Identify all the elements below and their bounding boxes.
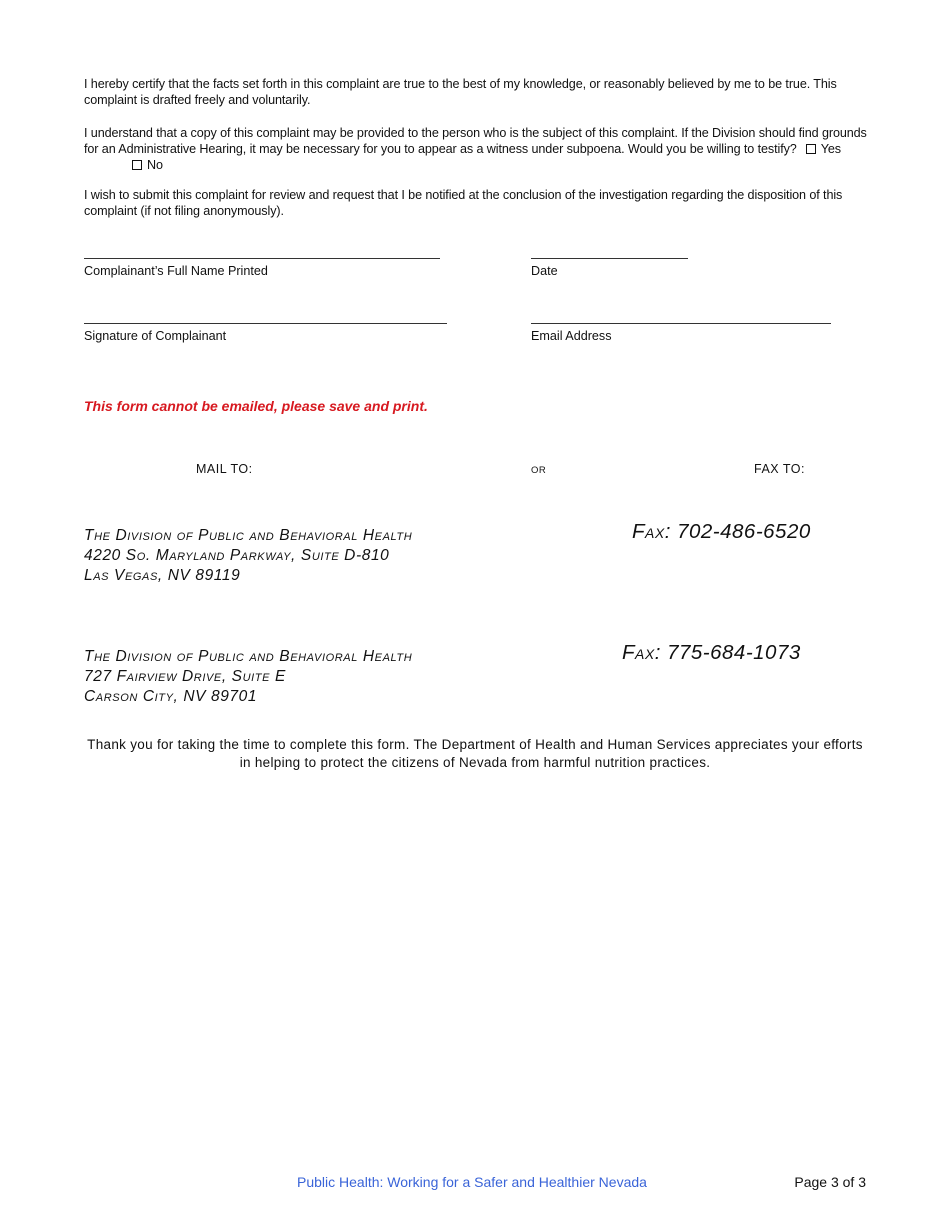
testify-paragraph bbox=[84, 125, 874, 173]
email-caption: Email Address bbox=[531, 329, 612, 343]
certify-paragraph: I hereby certify that the facts set forth in this complaint are true to the best of my knowledge, or reasonably believed by me to be true. This complaint is drafted freely and voluntarily. bbox=[84, 77, 837, 107]
address-street: 4220 So. Maryland Parkway, Suite D-810 bbox=[84, 547, 390, 564]
save-print-notice: This form cannot be emailed, please save and print. bbox=[84, 398, 428, 414]
address-org: The Division of Public and Behavioral Health bbox=[84, 527, 413, 544]
signature-input-line[interactable] bbox=[84, 323, 447, 324]
testify-text: I understand that a copy of this complaint may be provided to the person who is the subject of this complaint. If the Division should find grounds for an Administrative Hearing, it may be necessary for you to appear as a witness under subpoena. Would you be willing to testify? bbox=[84, 126, 867, 156]
signature-field bbox=[84, 323, 447, 344]
date-caption: Date bbox=[531, 264, 558, 278]
address-org: The Division of Public and Behavioral Health bbox=[84, 648, 413, 665]
carson-city-address bbox=[84, 647, 412, 707]
page-number: Page 3 of 3 bbox=[794, 1174, 866, 1190]
thank-you-message: Thank you for taking the time to complete this form. The Department of Health and Human Services appreciates your efforts in helping to protect the citizens of Nevada from harmful nutrition practices. bbox=[87, 737, 863, 770]
address-city: Carson City, NV 89701 bbox=[84, 688, 258, 705]
yes-checkbox[interactable] bbox=[806, 144, 816, 154]
carson-city-fax: Fax: 775-684-1073 bbox=[622, 641, 801, 664]
full-name-field bbox=[84, 258, 440, 279]
las-vegas-fax: Fax: 702-486-6520 bbox=[632, 520, 811, 543]
footer-tagline-link[interactable]: Public Health: Working for a Safer and Healthier Nevada bbox=[297, 1174, 647, 1190]
las-vegas-address bbox=[84, 526, 412, 586]
date-input-line[interactable] bbox=[531, 258, 688, 259]
full-name-caption: Complainant’s Full Name Printed bbox=[84, 264, 268, 278]
address-city: Las Vegas, NV 89119 bbox=[84, 567, 241, 584]
fax-to-label: FAX TO: bbox=[754, 462, 805, 476]
email-field bbox=[531, 323, 831, 344]
no-label: No bbox=[147, 158, 163, 172]
mail-to-label: MAIL TO: bbox=[196, 462, 253, 476]
address-street: 727 Fairview Drive, Suite E bbox=[84, 668, 286, 685]
email-input-line[interactable] bbox=[531, 323, 831, 324]
no-checkbox[interactable] bbox=[132, 160, 142, 170]
full-name-input-line[interactable] bbox=[84, 258, 440, 259]
or-label: OR bbox=[531, 465, 547, 476]
yes-label: Yes bbox=[820, 142, 841, 156]
date-field bbox=[531, 258, 688, 279]
notify-paragraph: I wish to submit this complaint for review and request that I be notified at the conclusion of the investigation regarding the disposition of this complaint (if not filing anonymously). bbox=[84, 188, 843, 218]
signature-caption: Signature of Complainant bbox=[84, 329, 227, 343]
